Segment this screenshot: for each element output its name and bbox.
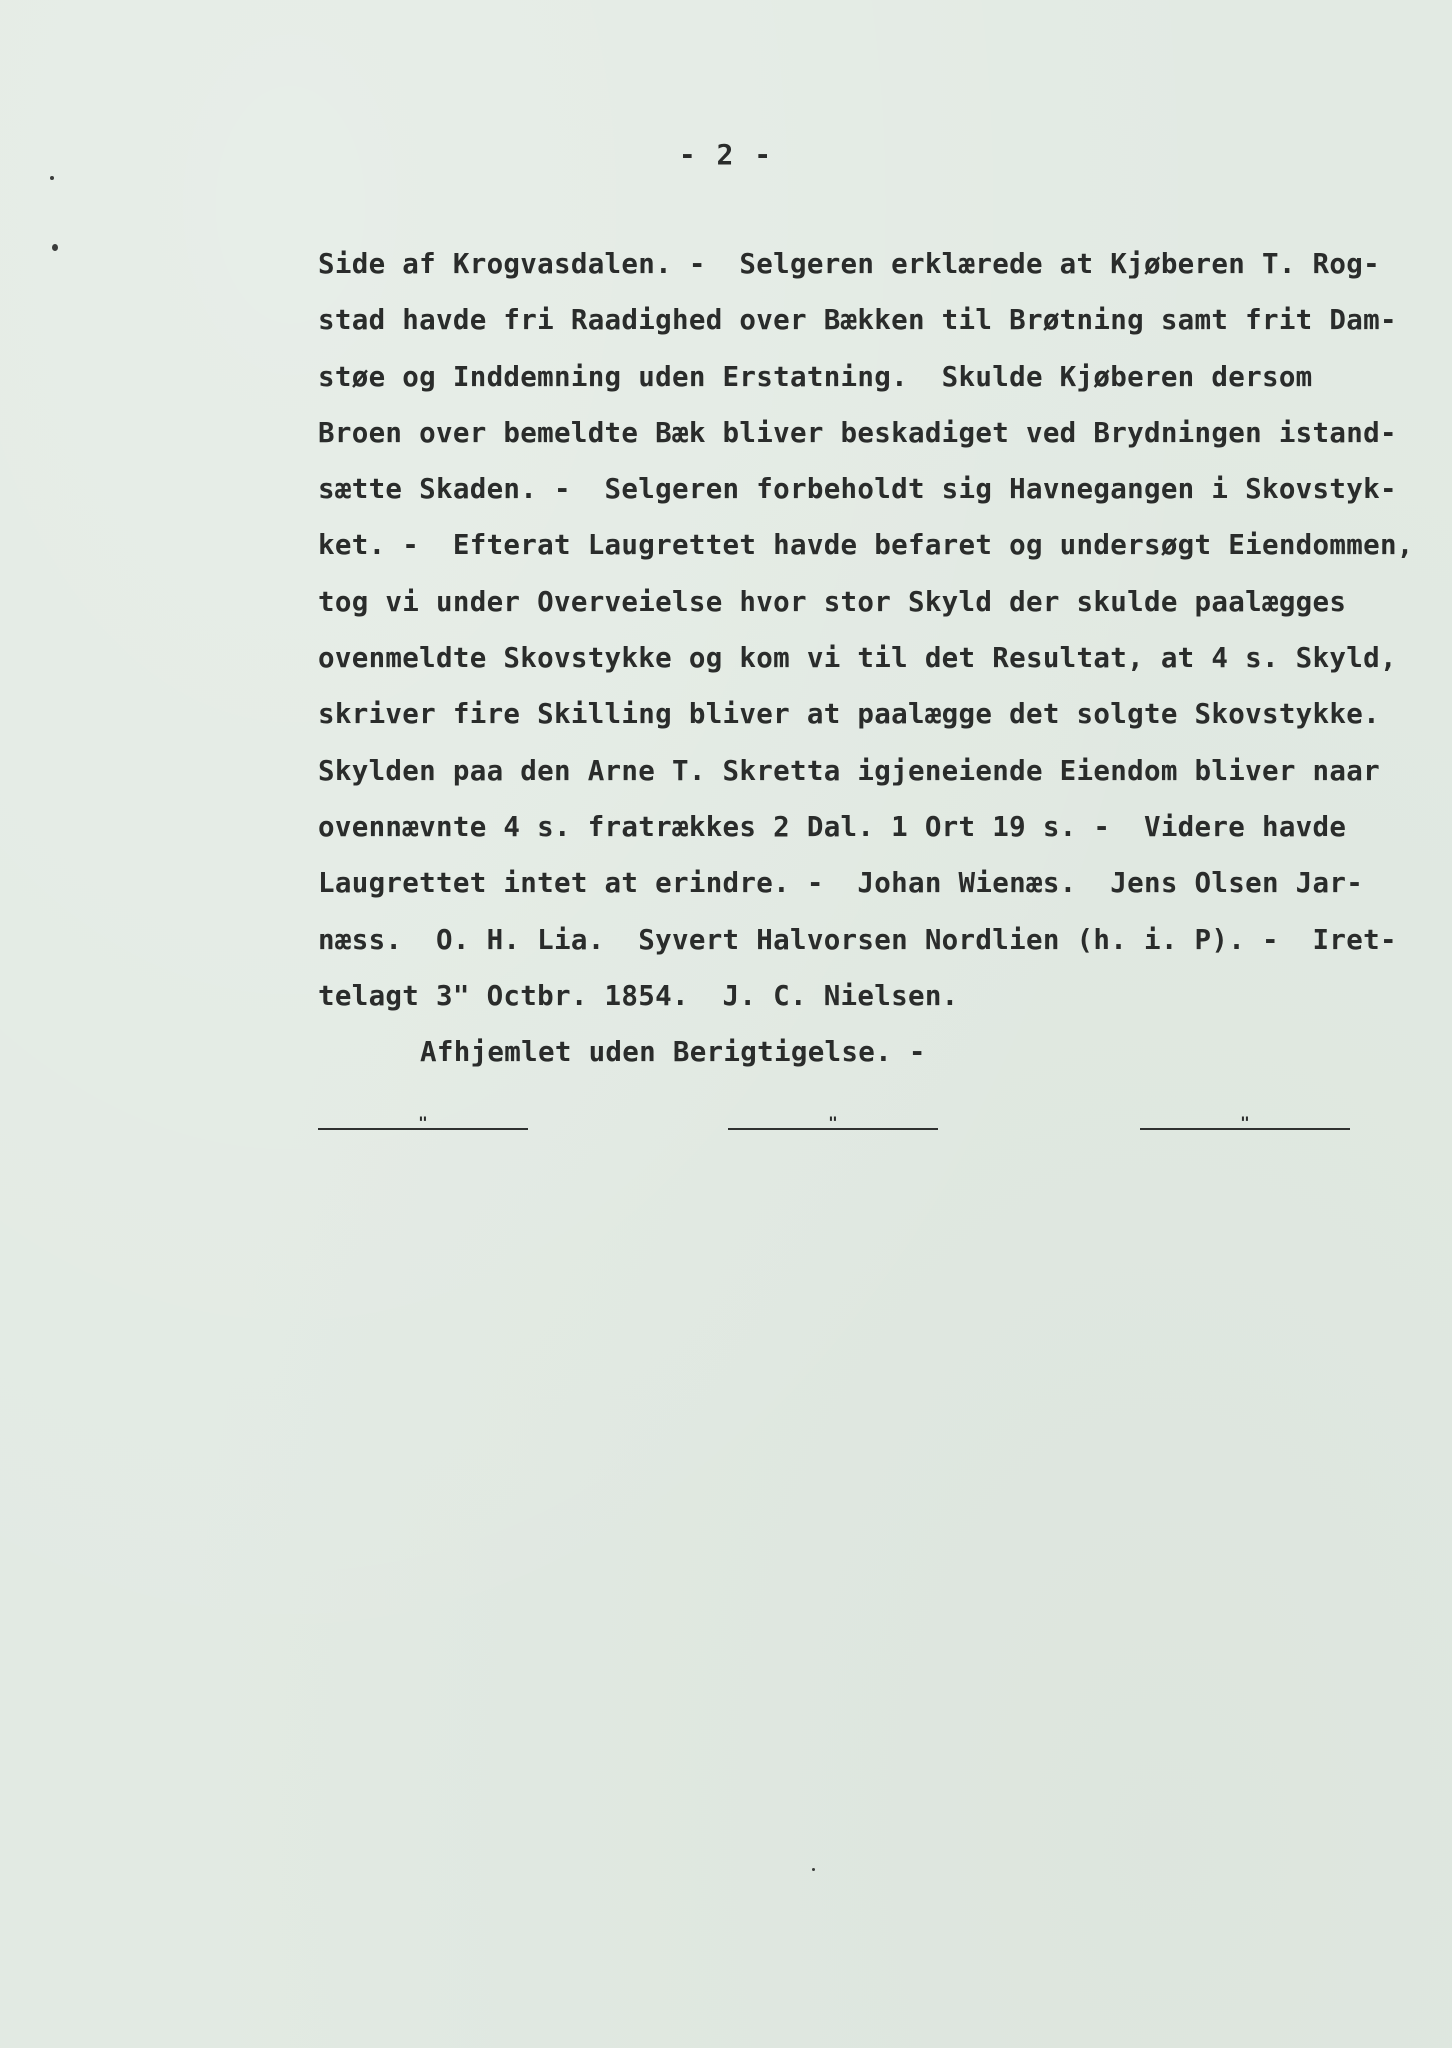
text-line: tog vi under Overveielse hvor stor Skyld der skulde paalægges bbox=[318, 585, 1347, 618]
text-line: telagt 3" Octbr. 1854. J. C. Nielsen. bbox=[318, 979, 959, 1012]
closing-line: Afhjemlet uden Berigtigelse. - bbox=[420, 1036, 926, 1069]
separator-rule: " bbox=[1140, 1118, 1350, 1130]
ink-speck bbox=[812, 1868, 815, 1871]
ink-speck bbox=[50, 176, 54, 180]
text-line: Skylden paa den Arne T. Skretta igjeneiende Eiendom bliver naar bbox=[318, 754, 1380, 787]
page-number: - 2 - bbox=[678, 138, 774, 171]
separator-row bbox=[0, 1113, 1452, 1138]
text-line: Laugrettet intet at erindre. - Johan Wienæs. Jens Olsen Jar- bbox=[318, 867, 1364, 900]
text-line: næss. O. H. Lia. Syvert Halvorsen Nordlien (h. i. P). - Iret- bbox=[318, 923, 1397, 956]
text-line: ovennævnte 4 s. fratrækkes 2 Dal. 1 Ort 19 s. - Videre havde bbox=[318, 810, 1347, 843]
text-line: Broen over bemeldte Bæk bliver beskadiget ved Brydningen istand- bbox=[318, 416, 1397, 449]
text-line: støe og Inddemning uden Erstatning. Skulde Kjøberen dersom bbox=[318, 360, 1313, 393]
separator-rule: " bbox=[728, 1118, 938, 1130]
text-line: Side af Krogvasdalen. - Selgeren erklærede at Kjøberen T. Rog- bbox=[318, 248, 1380, 280]
text-line: stad havde fri Raadighed over Bækken til Brøtning samt frit Dam- bbox=[318, 304, 1397, 337]
text-line: ket. - Efterat Laugrettet havde befaret og undersøgt Eiendommen, bbox=[318, 529, 1414, 562]
text-line: ovenmeldte Skovstykke og kom vi til det Resultat, at 4 s. Skyld, bbox=[318, 642, 1397, 675]
text-line: skriver fire Skilling bliver at paalægge det solgte Skovstykke. bbox=[318, 698, 1380, 731]
text-line: sætte Skaden. - Selgeren forbeholdt sig Havnegangen i Skovstyk- bbox=[318, 473, 1397, 506]
ink-speck bbox=[52, 244, 58, 251]
document-body bbox=[318, 236, 1418, 1080]
separator-rule: " bbox=[318, 1118, 528, 1130]
